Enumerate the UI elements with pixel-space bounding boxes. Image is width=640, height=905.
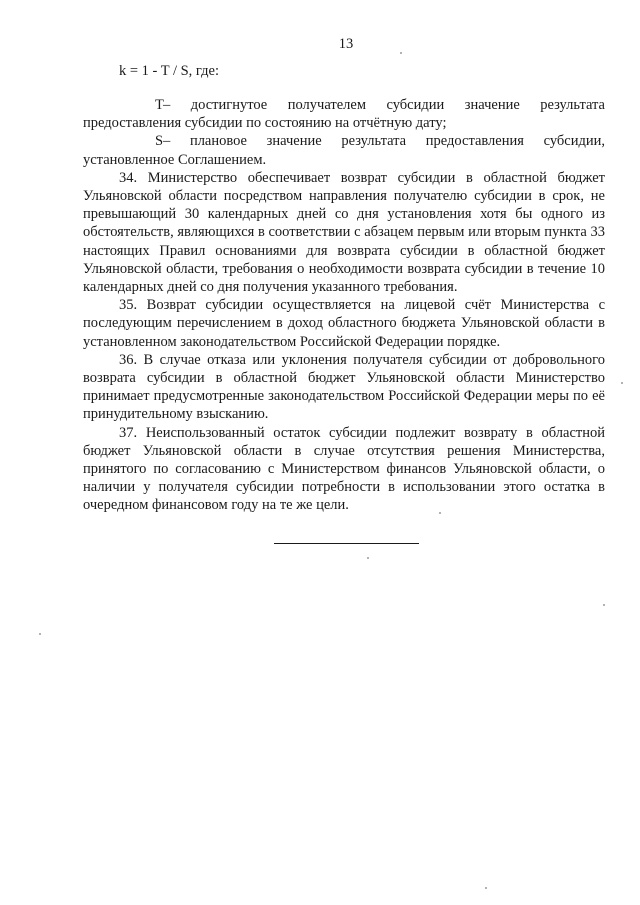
paragraph-36: 36. В случае отказа или уклонения получателя субсидии от добровольного возврата субсидии в областной бюджет Ульяновской области Министерство принимает предусмотренные законодательством Российской Федерации меры по её принудительному взысканию. bbox=[83, 351, 605, 423]
page-number: 13 bbox=[338, 36, 354, 52]
end-divider-line bbox=[274, 543, 419, 544]
paragraph-37: 37. Неиспользованный остаток субсидии подлежит возврату в областной бюджет Ульяновской области в случае отсутствия решения Министерства, принятого по согласованию с Министерством финансов Ульяновской области, о наличии у получателя субсидии потребности в использовании этого остатка в очередном финансовом году на те же цели. bbox=[83, 424, 605, 514]
paragraph-34: 34. Министерство обеспечивает возврат субсидии в областной бюджет Ульяновской области посредством направления получателю субсидии в срок, не превышающий 30 календарных дней со дня установления хотя бы одного из обстоятельств, являющихся в соответствии с абзацем первым или вторым пункта 33 настоящих Правил основаниями для возврата субсидии в областной бюджет Ульяновской области, требования о необходимости возврата субсидии в течение 10 календарных дней со дня получения указанного требования. bbox=[83, 169, 605, 296]
scan-speck bbox=[400, 52, 402, 54]
scan-speck bbox=[621, 382, 623, 384]
definition-text: достигнутое получателем субсидии значение результата предоставления субсидии по состоянию на отчётную дату; bbox=[83, 97, 605, 132]
paragraph-35: 35. Возврат субсидии осуществляется на лицевой счёт Министерства с последующим перечислением в доход областного бюджета Ульяновской области в установленном законодательством Российской Федерации порядке. bbox=[83, 297, 605, 350]
scan-speck bbox=[39, 633, 41, 635]
scan-speck bbox=[367, 557, 369, 559]
document-body bbox=[83, 96, 605, 515]
scan-speck bbox=[485, 887, 487, 889]
definition-symbol: T bbox=[155, 97, 164, 113]
definition-dash: – bbox=[163, 97, 171, 113]
definition-t bbox=[83, 96, 605, 132]
definition-symbol: S bbox=[155, 133, 164, 150]
definition-dash: – bbox=[163, 133, 171, 150]
definition-text: плановое значение результата предоставления субсидии, установленное Соглашением. bbox=[83, 133, 606, 168]
scan-speck bbox=[603, 604, 605, 606]
formula-line: k = 1 - T / S, где: bbox=[119, 63, 219, 79]
definition-s bbox=[83, 132, 605, 168]
scan-speck bbox=[439, 512, 441, 514]
